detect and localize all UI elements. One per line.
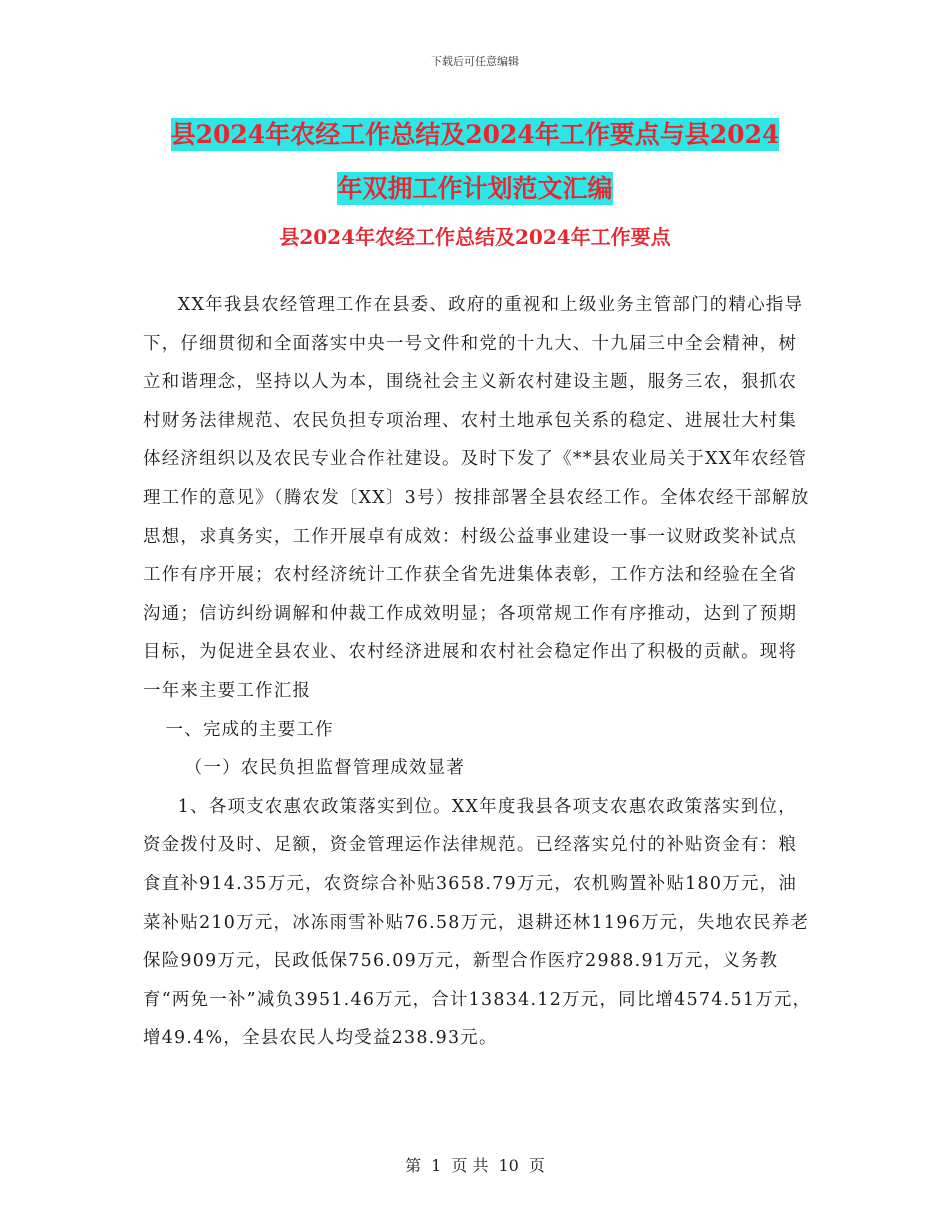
paragraph-intro: XX年我县农经管理工作在县委、政府的重视和上级业务主管部门的精心指导下，仔细贯彻和全面落实中央一号文件和党的十九大、十九届三中全会精神，树立和谐理念，坚持以人为本，围绕社会主义新农村建设主题，服务三农，狠抓农村财务法律规范、农民负担专项治理、农村土地承包关系的稳定、进展壮大村集体经济组织以及农民专业合作社建设。及时下发了《**县农业局关于XX年农经管理工作的意见》（腾农发〔XX〕3号）按排部署全县农经工作。全体农经干部解放思想，求真务实，工作开展卓有成效：村级公益事业建设一事一议财政奖补试点工作有序开展；农村经济统计工作获全省先进集体表彰，工作方法和经验在全省沟通；信访纠纷调解和仲裁工作成效明显；各项常规工作有序推动，达到了预期目标，为促进全县农业、农村经济进展和农村社会稳定作出了积极的贡献。现将一年来主要工作汇报 bbox=[143, 295, 810, 701]
document-body bbox=[143, 286, 815, 1058]
heading-level-2: （一）农民负担监督管理成效显著 bbox=[184, 758, 466, 779]
footer-prefix: 第 bbox=[405, 1156, 422, 1175]
paragraph-subsidies: 1、各项支农惠农政策落实到位。XX年度我县各项支农惠农政策落实到位，资金拨付及时、足额，资金管理运作法律规范。已经落实兑付的补贴资金有：粮食直补914.35万元，农资综合补贴3658.79万元，农机购置补贴180万元，油菜补贴210万元，冰冻雨雪补贴76.58万元，退耕还林1196万元，失地农民养老保险909万元，民政低保756.09万元，新型合作医疗2988.91万元，义务教育“两免一补”减负3951.46万元，合计13834.12万元，同比增4574.51万元，增49.4%，全县农民人均受益238.93元。 bbox=[143, 796, 812, 1049]
title-line-2: 年双拥工作计划范文汇编 bbox=[337, 174, 613, 203]
heading-level-1: 一、完成的主要工作 bbox=[165, 719, 334, 740]
header-note: 下载后可任意编辑 bbox=[431, 55, 519, 68]
page-number: 1 bbox=[431, 1156, 442, 1175]
document-title bbox=[0, 108, 950, 216]
footer-middle: 页 共 bbox=[451, 1156, 489, 1175]
footer-suffix: 页 bbox=[528, 1156, 545, 1175]
total-pages: 10 bbox=[498, 1156, 519, 1175]
section-title: 县2024年农经工作总结及2024年工作要点 bbox=[279, 225, 671, 249]
page-footer bbox=[0, 1153, 950, 1176]
title-line-1: 县2024年农经工作总结及2024年工作要点与县2024 bbox=[170, 120, 780, 149]
